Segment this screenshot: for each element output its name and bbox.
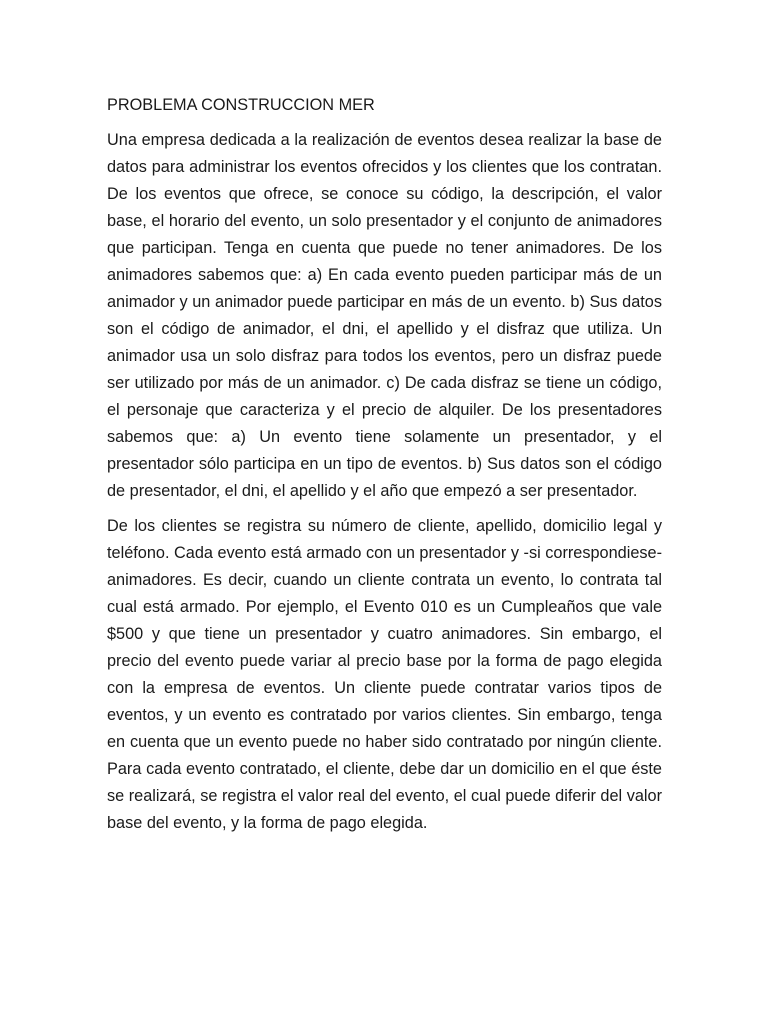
paragraph-eventos: Una empresa dedicada a la realización de eventos desea realizar la base de datos para administrar los eventos ofrecidos y los clientes que los contratan. De los eventos que ofrece, se conoce su código, la descripción, el valor base, el horario del evento, un solo presentador y el conjunto de animadores que participan. Tenga en cuenta que puede no tener animadores. De los animadores sabemos que: a) En cada evento pueden participar más de un animador y un animador puede participar en más de un evento. b) Sus datos son el código de animador, el dni, el apellido y el disfraz que utiliza. Un animador usa un solo disfraz para todos los eventos, pero un disfraz puede ser utilizado por más de un animador. c) De cada disfraz se tiene un código, el personaje que caracteriza y el precio de alquiler. De los presentadores sabemos que: a) Un evento tiene solamente un presentador, y el presentador sólo participa en un tipo de eventos. b) Sus datos son el código de presentador, el dni, el apellido y el año que empezó a ser presentador.	[107, 131, 662, 500]
paragraph-clientes: De los clientes se registra su número de cliente, apellido, domicilio legal y teléfono. Cada evento está armado con un presentador y -si correspondiese- animadores. Es decir, cuando un cliente contrata un evento, lo contrata tal cual está armado. Por ejemplo, el Evento 010 es un Cumpleaños que vale $500 y que tiene un presentador y cuatro animadores. Sin embargo, el precio del evento puede variar al precio base por la forma de pago elegida con la empresa de eventos. Un cliente puede contratar varios tipos de eventos, y un evento es contratado por varios clientes. Sin embargo, tenga en cuenta que un evento puede no haber sido contratado por ningún cliente. Para cada evento contratado, el cliente, debe dar un domicilio en el que éste se realizará, se registra el valor real del evento, el cual puede diferir del valor base del evento, y la forma de pago elegida.	[107, 517, 662, 832]
document-title: PROBLEMA CONSTRUCCION MER	[107, 96, 375, 114]
document-page	[107, 92, 662, 845]
